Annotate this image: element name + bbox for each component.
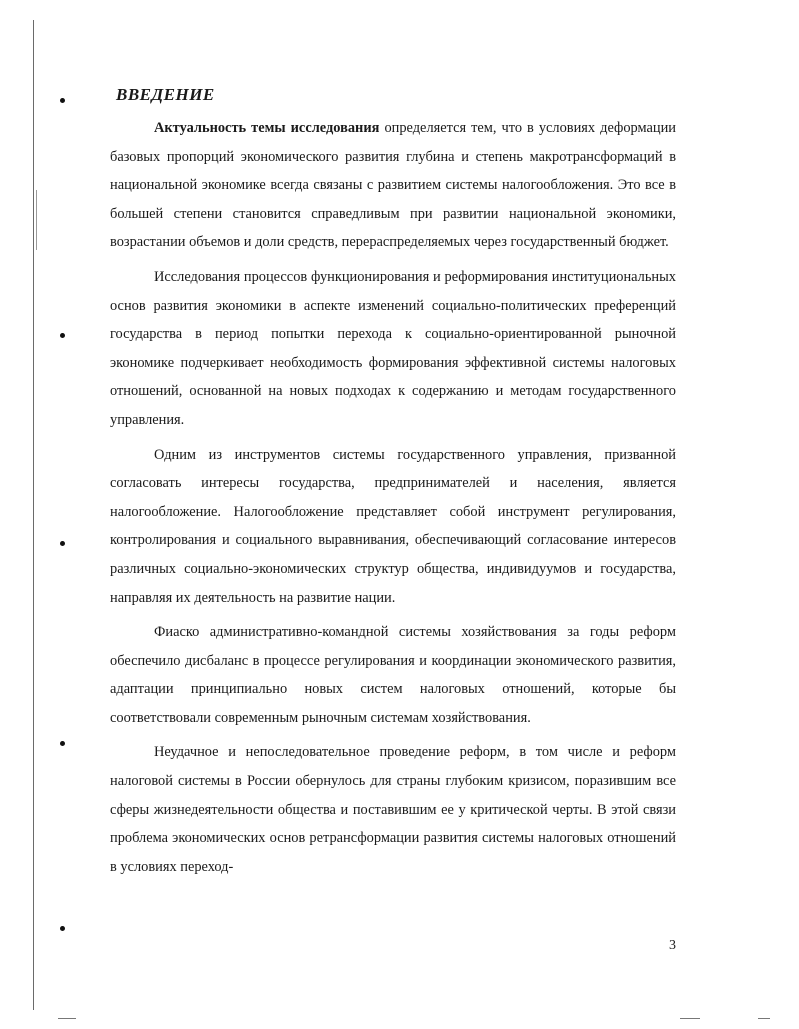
- page-number: 3: [669, 938, 676, 953]
- paragraph-relevance: [110, 114, 676, 257]
- scan-edge-line: [33, 20, 34, 1010]
- margin-binding-hole: [60, 541, 65, 546]
- relevance-lead: Актуальность темы исследования: [154, 120, 380, 136]
- paragraph: Одним из инструментов системы государственного управления, призванной согласовать интересы государства, предпринимателей и населения, является налогообложение. Налогообложение представляет собой инструмент регулирования, контролирования и социального выравнивания, обеспечивающий согласование интересов различных социально-экономических структур общества, индивидуумов и государства, направляя их деятельность на развитие нации.: [110, 446, 676, 606]
- document-body: [110, 114, 676, 887]
- page-title: ВВЕДЕНИЕ: [116, 85, 215, 104]
- paragraph: Фиаско административно-командной системы хозяйствования за годы реформ обеспечило дисбаланс в процессе регулирования и координации экономического развития, адаптации принципиально новых систем налоговых отношений, которые бы соответствовали современным рыночным системам хозяйствования.: [110, 624, 676, 726]
- paragraph: Неудачное и непоследовательное проведение реформ, в том числе и реформ налоговой системы в России обернулось для страны глубоким кризисом, поразившим все сферы жизнедеятельности общества и поставившим ее у критической черты. В этой связи проблема экономических основ ретрансформации развития системы налоговых отношений в условиях переход-: [110, 744, 676, 875]
- margin-binding-hole: [60, 926, 65, 931]
- scan-bottom-mark: [58, 1018, 76, 1019]
- paragraph: Исследования процессов функционирования и реформирования институциональных основ развития экономики в аспекте изменений социально-политических преференций государства в период попытки перехода к социально-ориентированной рыночной экономике подчеркивает необходимость формирования эффективной системы налоговых отношений, основанной на новых подходах к содержанию и методам государственного управления.: [110, 268, 676, 428]
- margin-binding-hole: [60, 333, 65, 338]
- scan-bottom-mark: [758, 1018, 770, 1019]
- paragraph-text: определяется тем, что в условиях деформации базовых пропорций экономического развития глубина и степень макротрансформаций в национальной экономике всегда связаны с развитием системы налогообложения. Это все в большей степени становится справедливым при развитии национальной экономики, возрастании объемов и доли средств, перераспределяемых через государственный бюджет.: [110, 120, 676, 251]
- margin-binding-hole: [60, 741, 65, 746]
- scan-edge-line: [36, 190, 37, 250]
- scan-bottom-mark: [680, 1018, 700, 1019]
- margin-binding-hole: [60, 98, 65, 103]
